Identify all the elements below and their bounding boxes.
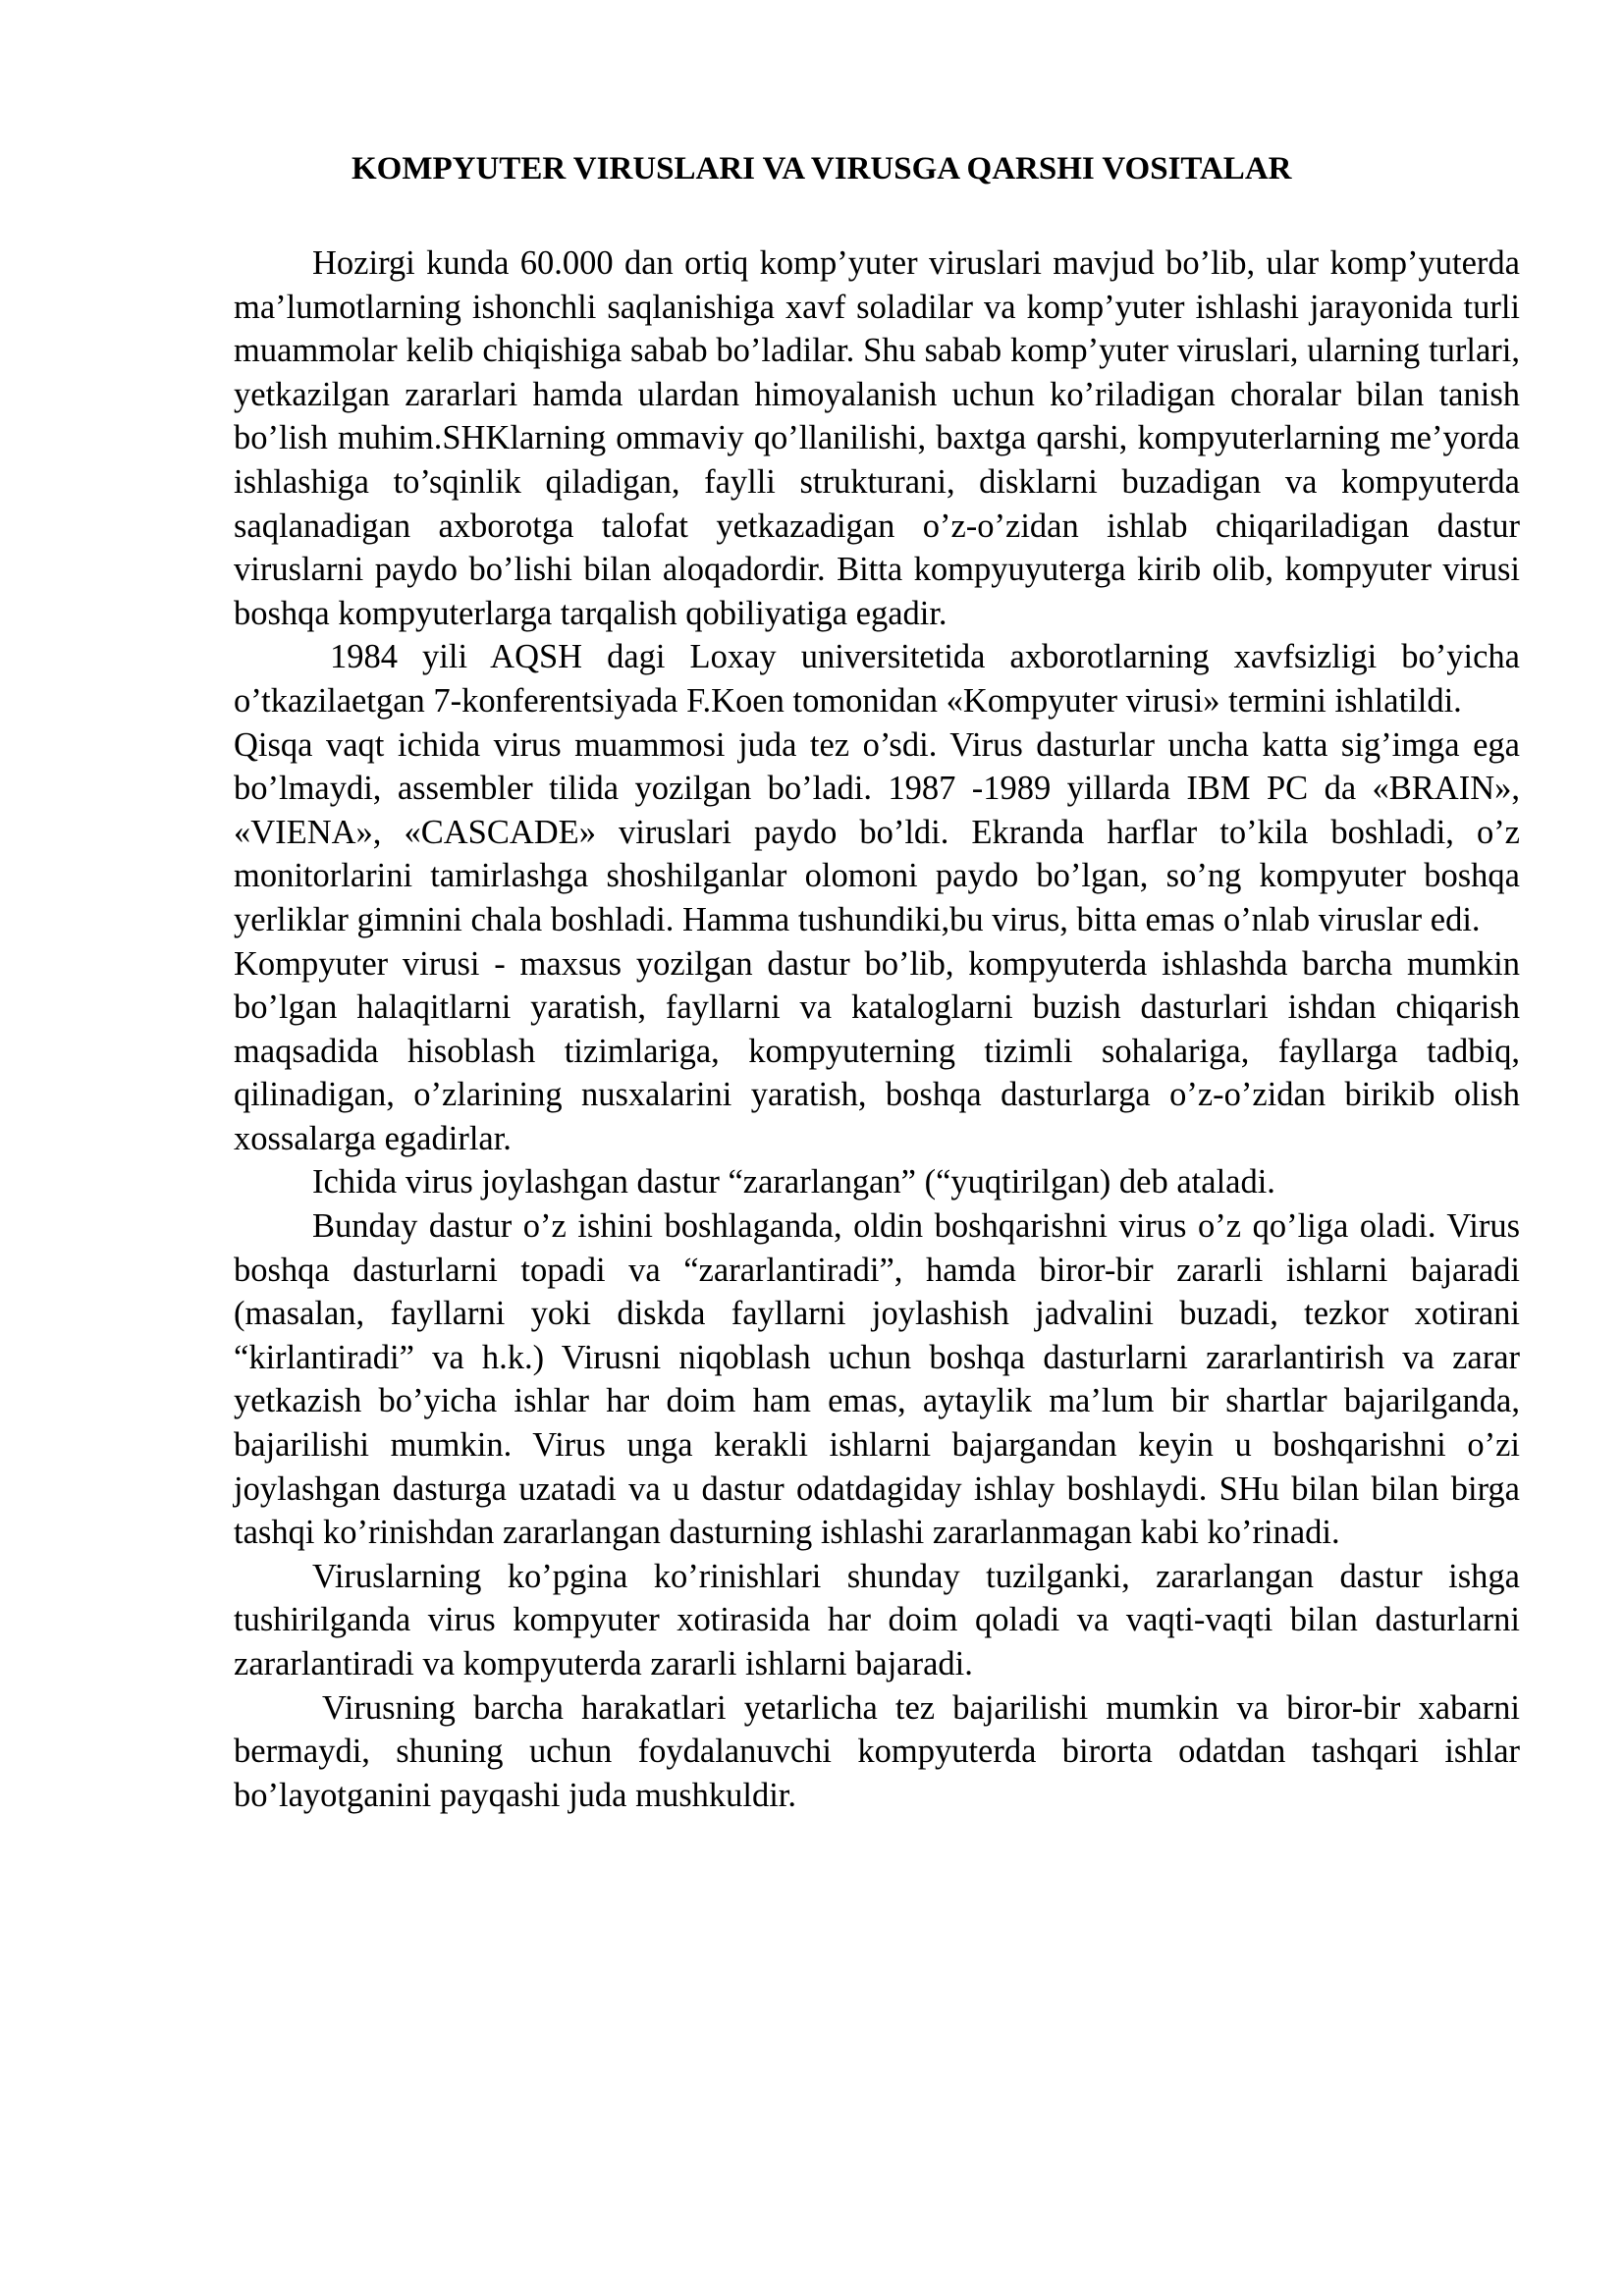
paragraph-3: Qisqa vaqt ichida virus muammosi juda tez o’sdi. Virus dasturlar uncha katta sig’imga ega bo’lmaydi, assembler tilida yozilgan bo’ladi. 1987 -1989 yillarda IBM PC da «BRAIN», «VIENA», «CASCADE» viruslari paydo bo’ldi. Ekranda harflar to’kila boshladi, o’z monitorlarini tamirlashga shoshilganlar olomoni paydo bo’lgan, so’ng kompyuter boshqa yerliklar gimnini chala boshladi. Hamma tushundiki,bu virus, bitta emas o’nlab viruslar edi. [234,725,1520,938]
paragraph-7: Viruslarning ko’pgina ko’rinishlari shunday tuzilganki, zararlangan dastur ishga tushirilganda virus kompyuter xotirasida har doim qoladi va vaqti-vaqti bilan dasturlarni zararlantiradi va kompyuterda zararli ishlarni bajaradi. [234,1557,1520,1682]
paragraph-4: Kompyuter virusi - maxsus yozilgan dastur bo’lib, kompyuterda ishlashda barcha mumkin bo’lgan halaqitlarni yaratish, fayllarni va kataloglarni buzish dasturlari ishdan chiqarish maqsadida hisoblash tizimlariga, kompyuterning tizimli sohalariga, fayllarga tadbiq, qilinadigan, o’zlarining nusxalarini yaratish, boshqa dasturlarga o’z-o’zidan birikib olish xossalarga egadirlar. [234,944,1520,1157]
paragraph-6: Bunday dastur o’z ishini boshlaganda, oldin boshqarishni virus o’z qo’liga oladi. Virus boshqa dasturlarni topadi va “zararlantiradi”, hamda biror-bir zararli ishlarni bajaradi (masalan, fayllarni yoki diskda fayllarni joylashish jadvalini buzadi, tezkor xotirani “kirlantiradi” va h.k.) Virusni niqoblash uchun boshqa dasturlarni zararlantirish va zarar yetkazish bo’yicha ishlar har doim ham emas, aytaylik ma’lum bir shartlar bajarilganda, bajarilishi mumkin. Virus unga kerakli ishlarni bajargandan keyin u boshqarishni o’zi joylashgan dasturga uzatadi va u dastur odatdagiday ishlay boshlaydi. SHu bilan bilan birga tashqi ko’rinishdan zararlangan dasturning ishlashi zararlanmagan kabi ko’rinadi. [234,1207,1520,1552]
document-page [234,147,1520,1817]
paragraph-5: Ichida virus joylashgan dastur “zararlangan” (“yuqtirilgan) deb ataladi. [312,1163,1275,1201]
document-title: KOMPYUTER VIRUSLARI VA VIRUSGA QARSHI VOSITALAR [352,151,1292,187]
paragraph-8: Virusning barcha harakatlari yetarlicha tez bajarilishi mumkin va biror-bir xabarni bermaydi, shuning uchun foydalanuvchi kompyuterda birorta odatdan tashqari ishlar bo’layotganini payqashi juda mushkuldir. [234,1688,1520,1814]
paragraph-1: Hozirgi kunda 60.000 dan ortiq komp’yuter viruslari mavjud bo’lib, ular komp’yuterda ma’lumotlarning ishonchli saqlanishiga xavf soladilar va komp’yuter ishlashi jarayonida turli muammolar kelib chiqishiga sabab bo’ladilar. Shu sabab komp’yuter viruslari, ularning turlari, yetkazilgan zararlari hamda ulardan himoyalanish uchun ko’riladigan choralar bilan tanish bo’lish muhim.SHKlarning ommaviy qo’llanilishi, baxtga qarshi, kompyuterlarning me’yorda ishlashiga to’sqinlik qiladigan, faylli strukturani, disklarni buzadigan va kompyuterda saqlanadigan axborotga talofat yetkazadigan o’z-o’zidan ishlab chiqariladigan dastur viruslarni paydo bo’lishi bilan aloqadordir. Bitta kompyuyuterga kirib olib, kompyuter virusi boshqa kompyuterlarga tarqalish qobiliyatiga egadir. [234,244,1520,632]
paragraph-2: 1984 yili AQSH dagi Loxay universitetida axborotlarning xavfsizligi bo’yicha o’tkazilaetgan 7-konferentsiyada F.Koen tomonidan «Kompyuter virusi» termini ishlatildi. [234,638,1520,720]
